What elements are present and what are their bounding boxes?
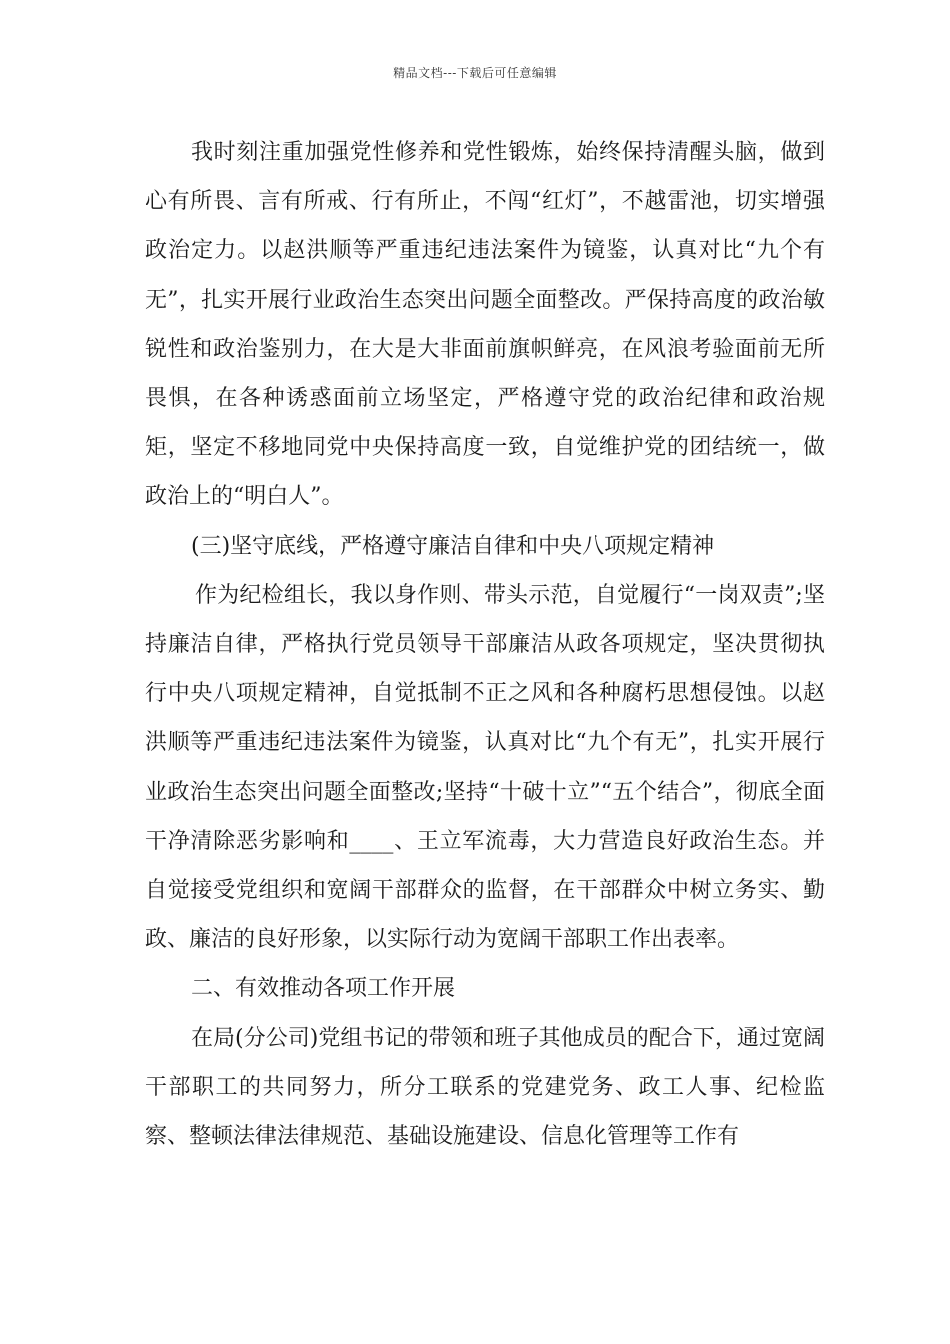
- paragraph-integrity: 作为纪检组长，我以身作则、带头示范，自觉履行“一岗双责”;坚持廉洁自律，严格执行党员领导干部廉洁从政各项规定，坚决贯彻执行中央八项规定精神，自觉抵制不正之风和各种腐朽思想侵蚀。以赵洪顺等严重违纪违法案件为镜鉴，认真对比“九个有无”，扎实开展行业政治生态突出问题全面整改;坚持“十破十立”“五个结合”，彻底全面干净清除恶劣影响和____、王立军流毒，大力营造良好政治生态。并自觉接受党组织和宽阔干部群众的监督，在干部群众中树立务实、勤政、廉洁的良好形象，以实际行动为宽阔干部职工作出表率。: [145, 582, 825, 953]
- section-heading-work-progress: 二、有效推动各项工作开展: [191, 976, 456, 1002]
- document-body: [145, 128, 825, 1161]
- page-header: 精品文档---下载后可任意编辑: [393, 66, 557, 80]
- paragraph-work-progress: 在局(分公司)党组书记的带领和班子其他成员的配合下，通过宽阔干部职工的共同努力，所分工联系的党建党务、政工人事、纪检监察、整顿法律法律规范、基础设施建设、信息化管理等工作有: [145, 1025, 825, 1150]
- paragraph-discipline-cultivation: 我时刻注重加强党性修养和党性锻炼，始终保持清醒头脑，做到心有所畏、言有所戒、行有所止，不闯“红灯”，不越雷池，切实增强政治定力。以赵洪顺等严重违纪违法案件为镜鉴，认真对比“九个有无”，扎实开展行业政治生态突出问题全面整改。严保持高度的政治敏锐性和政治鉴别力，在大是大非面前旗帜鲜亮，在风浪考验面前无所畏惧，在各种诱惑面前立场坚定，严格遵守党的政治纪律和政治规矩，坚定不移地同党中央保持高度一致，自觉维护党的团结统一，做政治上的“明白人”。: [145, 140, 825, 510]
- section-heading-bottom-line: (三)坚守底线，严格遵守廉洁自律和中央八项规定精神: [191, 533, 715, 559]
